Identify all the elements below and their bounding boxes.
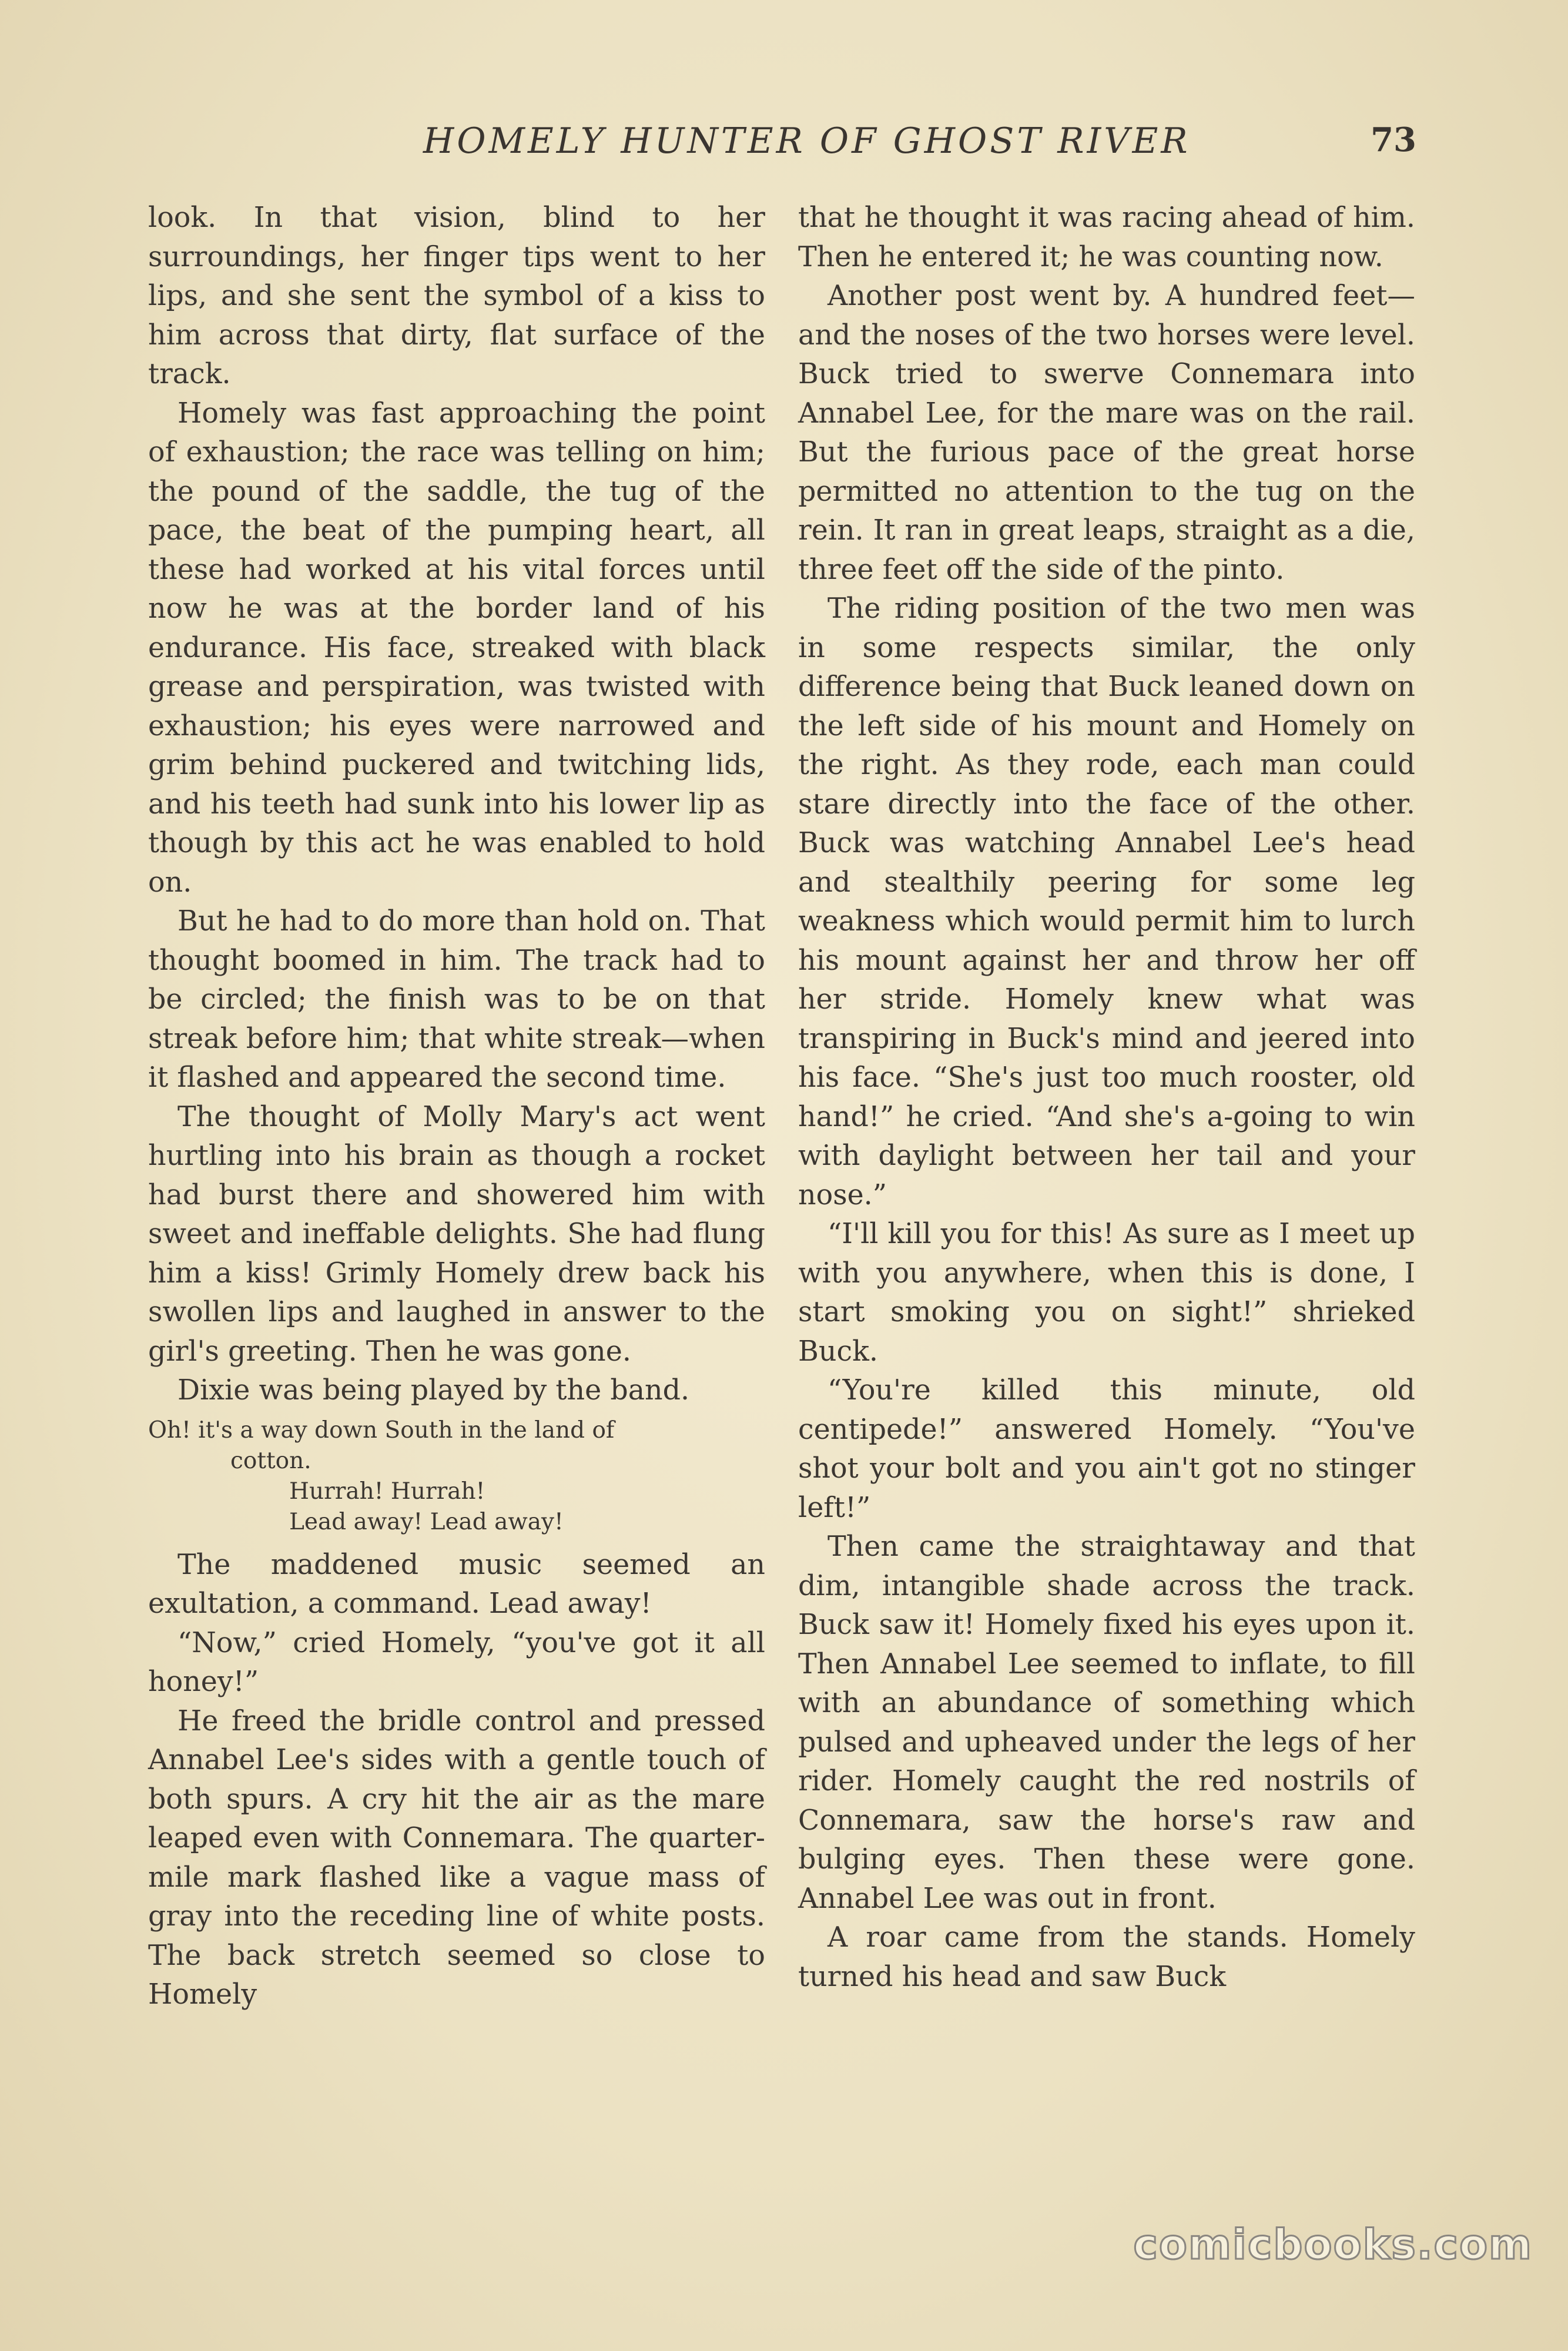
paragraph: “Now,” cried Homely, “you've got it all honey!” bbox=[148, 1626, 765, 1698]
paragraph: He freed the bridle control and pressed Annabel Lee's sides with a gentle touch of both spurs. A cry hit the air as the mare leaped even with Connemara. The quarter-mile mark flashed like a vague mass of gray into the receding line of white posts. The back stretch seemed so close to Homely bbox=[148, 1704, 765, 2011]
paragraph: look. In that vision, blind to her surroundings, her finger tips went to her lips, and she sent the symbol of a kiss to him across that dirty, flat surface of the track. bbox=[148, 202, 765, 390]
paragraph: But he had to do more than hold on. That thought boomed in him. The track had to be circled; the finish was to be on that streak before him; that white streak—when it flashed and appeared the second time. bbox=[148, 905, 765, 1094]
paragraph: Dixie was being played by the band. bbox=[177, 1374, 690, 1406]
paragraph: Homely was fast approaching the point of exhaustion; the race was telling on him; the pound of the saddle, the tug of the pace, the beat of the pumping heart, all these had worked at his vital forces until now he was at the border land of his endurance. His face, streaked with black grease and perspiration, was twisted with exhaustion; his eyes were narrowed and grim behind puckered and twitching lids, and his teeth had sunk into his lower lip as though by this act he was enabled to hold on. bbox=[148, 397, 765, 899]
right-column bbox=[798, 199, 1415, 1997]
verse-line: Lead away! Lead away! bbox=[289, 1508, 564, 1535]
paragraph: The thought of Molly Mary's act went hurtling into his brain as though a rocket had burst there and showered him with sweet and ineffable delights. She had flung him a kiss! Grimly Homely drew back his swollen lips and laughed in answer to the girl's greeting. Then he was gone. bbox=[148, 1100, 765, 1368]
paragraph: The maddened music seemed an exultation, a command. Lead away! bbox=[148, 1548, 765, 1620]
paragraph: A roar came from the stands. Homely turned his head and saw Buck bbox=[798, 1921, 1415, 1993]
verse-line: cotton. bbox=[230, 1447, 311, 1474]
running-title: HOMELY HUNTER OF GHOST RIVER bbox=[423, 120, 1191, 162]
page-header bbox=[147, 120, 1416, 173]
verse-line: Oh! it's a way down South in the land of bbox=[148, 1416, 615, 1444]
paragraph: Another post went by. A hundred feet—and the noses of the two horses were level. Buck tried to swerve Connemara into Annabel Lee, for the mare was on the rail. But the furious pace of the great horse permitted no attention to the tug on the rein. It ran in great leaps, straight as a die, three feet off the side of the pinto. bbox=[798, 280, 1415, 586]
paragraph: Then came the straightaway and that dim, intangible shade across the track. Buck saw it! Homely fixed his eyes upon it. Then Annabel Lee seemed to inflate, to fill with an abundance of something which pulsed and upheaved under the legs of her rider. Homely caught the red nostrils of Connemara, saw the horse's raw and bulging eyes. Then these were gone. Annabel Lee was out in front. bbox=[798, 1531, 1415, 1915]
site-watermark: comicbooks.com bbox=[1133, 2221, 1533, 2269]
verse-line: Hurrah! Hurrah! bbox=[289, 1478, 485, 1505]
song-verse bbox=[148, 1415, 765, 1538]
paragraph: The riding position of the two men was in some respects similar, the only difference being that Buck leaned down on the left side of his mount and Homely on the right. As they rode, each man could stare directly into the face of the other. Buck was watching Annabel Lee's head and stealthily peering for some leg weakness which would permit him to lurch his mount against her and throw her off her stride. Homely knew what was transpiring in Buck's mind and jeered into his face. “She's just too much rooster, old hand!” he cried. “And she's a-going to win with daylight between her tail and your nose.” bbox=[798, 592, 1415, 1211]
left-column bbox=[148, 199, 765, 2015]
page-number: 73 bbox=[1371, 120, 1416, 159]
paragraph: “You're killed this minute, old centipede!” answered Homely. “You've shot your bolt and you ain't got no stinger left!” bbox=[798, 1374, 1415, 1524]
paragraph: that he thought it was racing ahead of him. Then he entered it; he was counting now. bbox=[798, 202, 1415, 273]
paragraph: “I'll kill you for this! As sure as I meet up with you anywhere, when this is done, I start smoking you on sight!” shrieked Buck. bbox=[798, 1218, 1415, 1368]
